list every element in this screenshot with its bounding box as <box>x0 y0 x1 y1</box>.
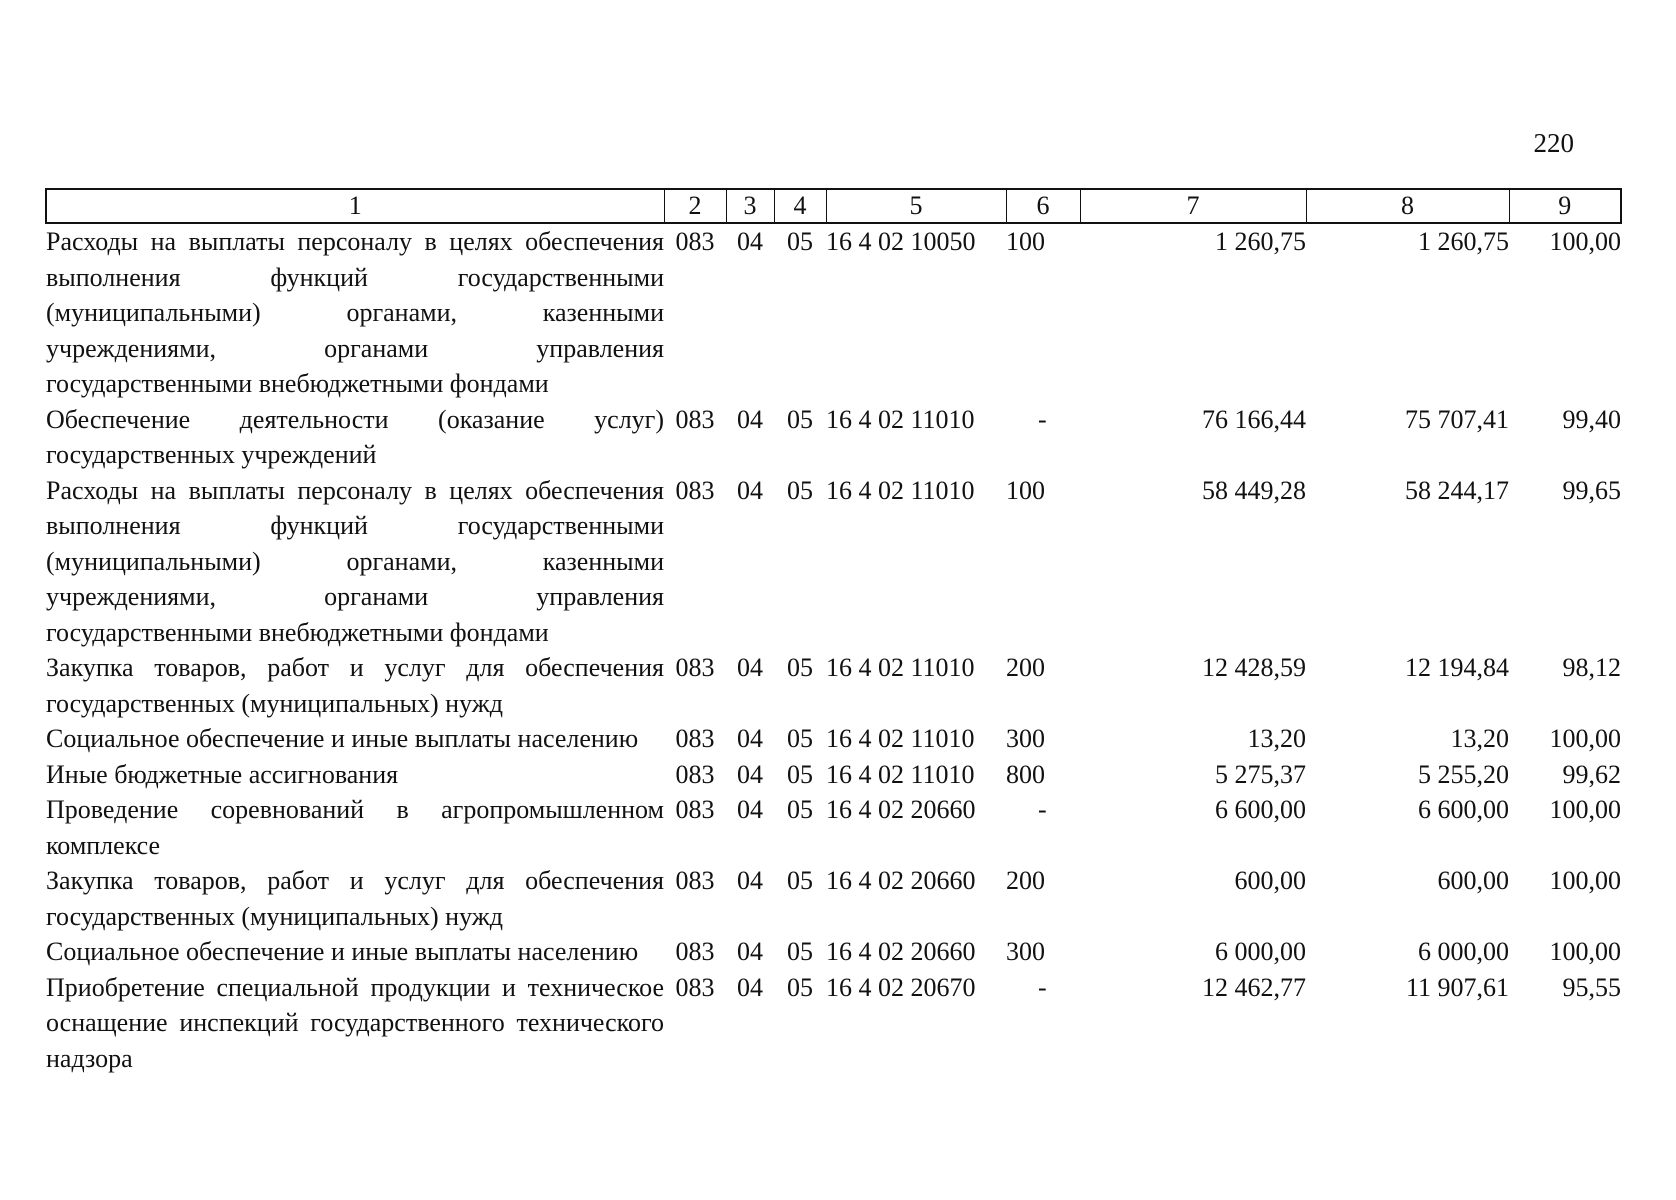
table-row <box>46 934 1621 970</box>
cell-col-9: 100,00 <box>1549 227 1621 256</box>
table-row <box>46 402 1621 473</box>
cell-col-6: 200 <box>1006 653 1045 682</box>
cell-col-8: 1 260,75 <box>1418 227 1509 256</box>
row-name: Закупка товаров, работ и услуг для обеспечения государственных (муниципальных) нужд <box>46 866 664 931</box>
table-row <box>46 757 1621 793</box>
cell-col-4: 05 <box>787 653 813 682</box>
cell-col-2: 083 <box>675 653 715 682</box>
cell-col-4: 05 <box>787 404 813 434</box>
row-name: Социальное обеспечение и иные выплаты населению <box>46 724 639 753</box>
cell-col-4: 05 <box>787 475 813 505</box>
cell-col-4: 05 <box>787 795 813 824</box>
table-row <box>46 721 1621 757</box>
cell-col-3: 04 <box>737 972 763 1002</box>
cell-col-3: 04 <box>737 653 763 682</box>
cell-col-2: 083 <box>675 759 715 789</box>
cell-col-6: - <box>1038 795 1047 824</box>
cell-col-5: 16 4 02 11010 <box>826 724 975 753</box>
header-col-1: 1 <box>46 189 664 223</box>
cell-col-7: 12 428,59 <box>1202 653 1306 682</box>
header-col-3: 3 <box>726 189 774 223</box>
cell-col-6: 300 <box>1006 724 1045 753</box>
cell-col-2: 083 <box>675 724 715 753</box>
cell-col-5: 16 4 02 20660 <box>826 937 976 966</box>
cell-col-2: 083 <box>675 972 715 1002</box>
cell-col-9: 100,00 <box>1549 866 1621 895</box>
cell-col-6: 100 <box>1006 475 1045 505</box>
cell-col-4: 05 <box>787 866 813 895</box>
budget-table <box>45 188 1622 1076</box>
cell-col-8: 6 000,00 <box>1418 937 1509 966</box>
cell-col-5: 16 4 02 11010 <box>826 653 975 682</box>
cell-col-8: 13,20 <box>1450 724 1509 753</box>
cell-col-3: 04 <box>737 475 763 505</box>
cell-col-7: 600,00 <box>1234 866 1306 895</box>
cell-col-6: - <box>1038 972 1047 1002</box>
cell-col-5: 16 4 02 11010 <box>826 404 975 434</box>
row-name: Проведение соревнований в агропромышленном комплексе <box>46 795 664 860</box>
cell-col-8: 600,00 <box>1437 866 1509 895</box>
cell-col-4: 05 <box>787 759 813 789</box>
cell-col-9: 99,65 <box>1562 475 1621 505</box>
cell-col-7: 58 449,28 <box>1202 475 1306 505</box>
cell-col-5: 16 4 02 20660 <box>826 795 976 824</box>
header-col-6: 6 <box>1006 189 1080 223</box>
row-name: Закупка товаров, работ и услуг для обеспечения государственных (муниципальных) нужд <box>46 653 664 718</box>
row-name: Социальное обеспечение и иные выплаты населению <box>46 937 639 966</box>
cell-col-2: 083 <box>675 937 715 966</box>
cell-col-2: 083 <box>675 866 715 895</box>
cell-col-7: 13,20 <box>1247 724 1306 753</box>
row-name: Приобретение специальной продукции и техническое оснащение инспекций государственного технического надзора <box>46 972 664 1073</box>
row-name: Расходы на выплаты персоналу в целях обеспечения выполнения функций государственными (муниципальными) органами, казенными учреждениями, органами управления государственными внебюджетными фондами <box>46 227 664 398</box>
row-name: Иные бюджетные ассигнования <box>46 759 399 789</box>
cell-col-6: 200 <box>1006 866 1045 895</box>
cell-col-8: 11 907,61 <box>1405 972 1509 1002</box>
header-col-7: 7 <box>1080 189 1306 223</box>
cell-col-6: 800 <box>1006 759 1045 789</box>
header-col-4: 4 <box>774 189 826 223</box>
page-number: 220 <box>1533 128 1574 158</box>
cell-col-7: 1 260,75 <box>1215 227 1306 256</box>
table-row <box>46 863 1621 934</box>
cell-col-7: 12 462,77 <box>1202 972 1306 1002</box>
cell-col-3: 04 <box>737 795 763 824</box>
cell-col-2: 083 <box>675 795 715 824</box>
cell-col-6: 100 <box>1006 227 1045 256</box>
header-row <box>46 189 1621 223</box>
row-name: Расходы на выплаты персоналу в целях обеспечения выполнения функций государственными (муниципальными) органами, казенными учреждениями, органами управления государственными внебюджетными фондами <box>46 475 664 647</box>
cell-col-8: 12 194,84 <box>1405 653 1509 682</box>
cell-col-2: 083 <box>675 404 715 434</box>
cell-col-7: 6 000,00 <box>1215 937 1306 966</box>
cell-col-4: 05 <box>787 937 813 966</box>
table-body <box>46 223 1621 1076</box>
cell-col-7: 6 600,00 <box>1215 795 1306 824</box>
cell-col-5: 16 4 02 11010 <box>826 475 975 505</box>
cell-col-6: 300 <box>1006 937 1045 966</box>
cell-col-9: 95,55 <box>1562 972 1621 1002</box>
cell-col-5: 16 4 02 11010 <box>826 759 975 789</box>
cell-col-3: 04 <box>737 724 763 753</box>
cell-col-9: 99,62 <box>1562 759 1621 789</box>
header-col-5: 5 <box>826 189 1006 223</box>
cell-col-8: 58 244,17 <box>1405 475 1509 505</box>
cell-col-7: 76 166,44 <box>1202 404 1306 434</box>
table-row <box>46 223 1621 402</box>
header-col-2: 2 <box>664 189 726 223</box>
header-col-8: 8 <box>1306 189 1509 223</box>
cell-col-7: 5 275,37 <box>1215 759 1306 789</box>
cell-col-9: 99,40 <box>1562 404 1621 434</box>
cell-col-6: - <box>1038 404 1047 434</box>
row-name: Обеспечение деятельности (оказание услуг) государственных учреждений <box>46 404 664 469</box>
cell-col-4: 05 <box>787 972 813 1002</box>
cell-col-3: 04 <box>737 937 763 966</box>
table-row <box>46 792 1621 863</box>
cell-col-5: 16 4 02 10050 <box>826 227 976 256</box>
cell-col-3: 04 <box>737 759 763 789</box>
table-row <box>46 650 1621 721</box>
cell-col-3: 04 <box>737 866 763 895</box>
cell-col-8: 5 255,20 <box>1418 759 1509 789</box>
cell-col-2: 083 <box>675 227 715 256</box>
table-header <box>46 189 1621 223</box>
cell-col-3: 04 <box>737 227 763 256</box>
cell-col-9: 100,00 <box>1549 724 1621 753</box>
cell-col-9: 100,00 <box>1549 795 1621 824</box>
cell-col-9: 98,12 <box>1562 653 1621 682</box>
cell-col-9: 100,00 <box>1549 937 1621 966</box>
cell-col-8: 75 707,41 <box>1405 404 1509 434</box>
cell-col-2: 083 <box>675 475 715 505</box>
cell-col-3: 04 <box>737 404 763 434</box>
cell-col-4: 05 <box>787 227 813 256</box>
cell-col-5: 16 4 02 20670 <box>826 972 976 1002</box>
table-row <box>46 473 1621 651</box>
header-col-9: 9 <box>1509 189 1621 223</box>
cell-col-8: 6 600,00 <box>1418 795 1509 824</box>
table-row <box>46 970 1621 1077</box>
cell-col-5: 16 4 02 20660 <box>826 866 976 895</box>
cell-col-4: 05 <box>787 724 813 753</box>
